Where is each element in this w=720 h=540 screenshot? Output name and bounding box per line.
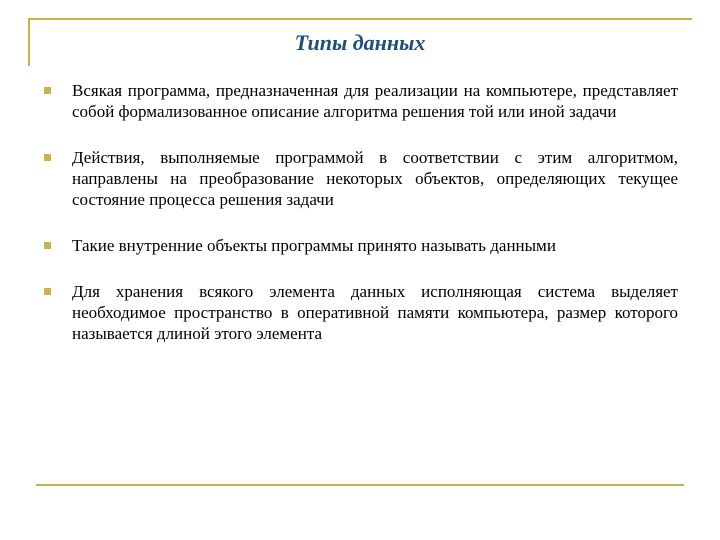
square-bullet-icon	[44, 242, 51, 249]
bullet-item	[44, 80, 678, 122]
slide-title: Типы данных	[294, 30, 426, 55]
square-bullet-icon	[44, 87, 51, 94]
bullet-item	[44, 147, 678, 210]
bullet-item	[44, 235, 678, 256]
square-bullet-icon	[44, 154, 51, 161]
bullet-text: Действия, выполняемые программой в соответствии с этим алгоритмом, направлены на преобразование некоторых объектов, определяющих текущее состояние процесса решения задачи	[72, 148, 678, 209]
bullet-text: Всякая программа, предназначенная для реализации на компьютере, представляет собой формализованное описание алгоритма решения той или иной задачи	[72, 81, 678, 121]
square-bullet-icon	[44, 288, 51, 295]
bullet-text: Такие внутренние объекты программы принято называть данными	[72, 236, 556, 255]
bullet-list	[44, 80, 678, 344]
top-frame-line	[28, 18, 692, 20]
bottom-frame-line	[36, 484, 684, 486]
bullet-text: Для хранения всякого элемента данных исполняющая система выделяет необходимое пространство в оперативной памяти компьютера, размер которого называется длиной этого элемента	[72, 282, 678, 343]
bullet-item	[44, 281, 678, 344]
